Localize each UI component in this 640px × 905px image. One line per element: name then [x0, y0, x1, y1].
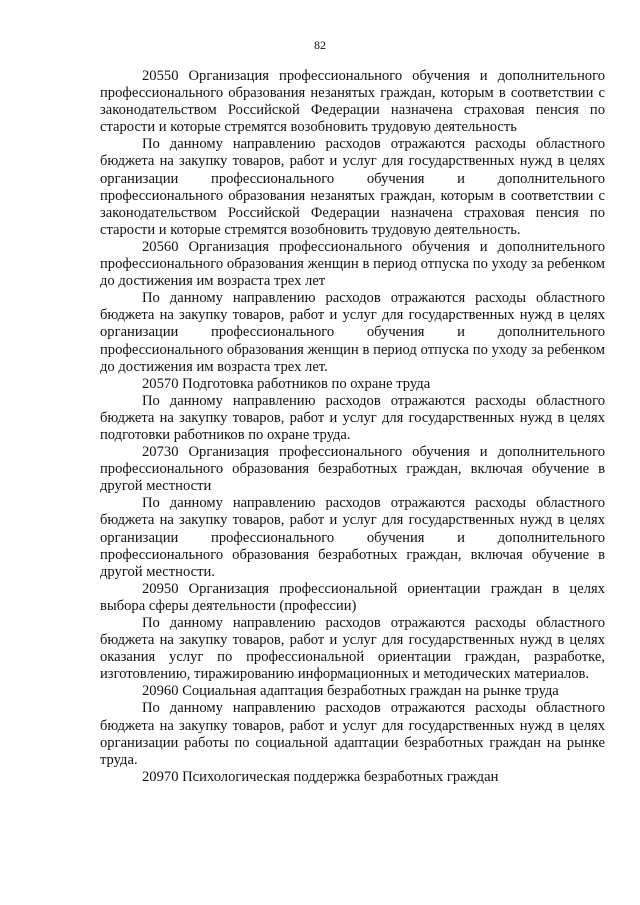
- expense-description-20550: По данному направлению расходов отражаются расходы областного бюджета на закупку товаров, работ и услуг для государственных нужд в целях организации профессионального обучения и дополнительного профессионального образования незанятых граждан, которым в соответствии с законодательством Российской Федерации назначена страховая пенсия по старости и которые стремятся возобновить трудовую деятельность.: [100, 136, 605, 238]
- expense-code-heading-20570: 20570 Подготовка работников по охране труда: [142, 375, 431, 392]
- expense-description-20570: По данному направлению расходов отражаются расходы областного бюджета на закупку товаров, работ и услуг для государственных нужд в целях подготовки работников по охране труда.: [100, 392, 605, 443]
- expense-code-heading-20950: 20950 Организация профессиональной ориентации граждан в целях выбора сферы деятельности (профессии): [100, 580, 605, 614]
- expense-description-20950: По данному направлению расходов отражаются расходы областного бюджета на закупку товаров, работ и услуг для государственных нужд в целях оказания услуг по профессиональной ориентации граждан, разработке, изготовлению, тиражированию информационных и методических материалов.: [100, 615, 605, 683]
- expense-description-20560: По данному направлению расходов отражаются расходы областного бюджета на закупку товаров, работ и услуг для государственных нужд в целях организации профессионального обучения и дополнительного профессионального образования женщин в период отпуска по уходу за ребенком до достижения им возраста трех лет.: [100, 290, 605, 375]
- document-body: [100, 68, 605, 786]
- expense-description-20960: По данному направлению расходов отражаются расходы областного бюджета на закупку товаров, работ и услуг для государственных нужд в целях организации работы по социальной адаптации безработных граждан на рынке труда.: [100, 700, 605, 768]
- expense-code-heading-20550: 20550 Организация профессионального обучения и дополнительного профессионального образования незанятых граждан, которым в соответствии с законодательством Российской Федерации назначена страховая пенсия по старости и которые стремятся возобновить трудовую деятельность: [100, 68, 605, 136]
- expense-code-heading-20960: 20960 Социальная адаптация безработных граждан на рынке труда: [142, 683, 559, 700]
- expense-code-heading-20730: 20730 Организация профессионального обучения и дополнительного профессионального образования безработных граждан, включая обучение в другой местности: [100, 444, 605, 495]
- expense-description-20730: По данному направлению расходов отражаются расходы областного бюджета на закупку товаров, работ и услуг для государственных нужд в целях организации профессионального обучения и дополнительного профессионального образования безработных граждан, включая обучение в другой местности.: [100, 495, 605, 580]
- expense-code-heading-20970: 20970 Психологическая поддержка безработных граждан: [142, 768, 499, 785]
- page-number: 82: [314, 38, 326, 52]
- expense-code-heading-20560: 20560 Организация профессионального обучения и дополнительного профессионального образования женщин в период отпуска по уходу за ребенком до достижения им возраста трех лет: [100, 238, 605, 290]
